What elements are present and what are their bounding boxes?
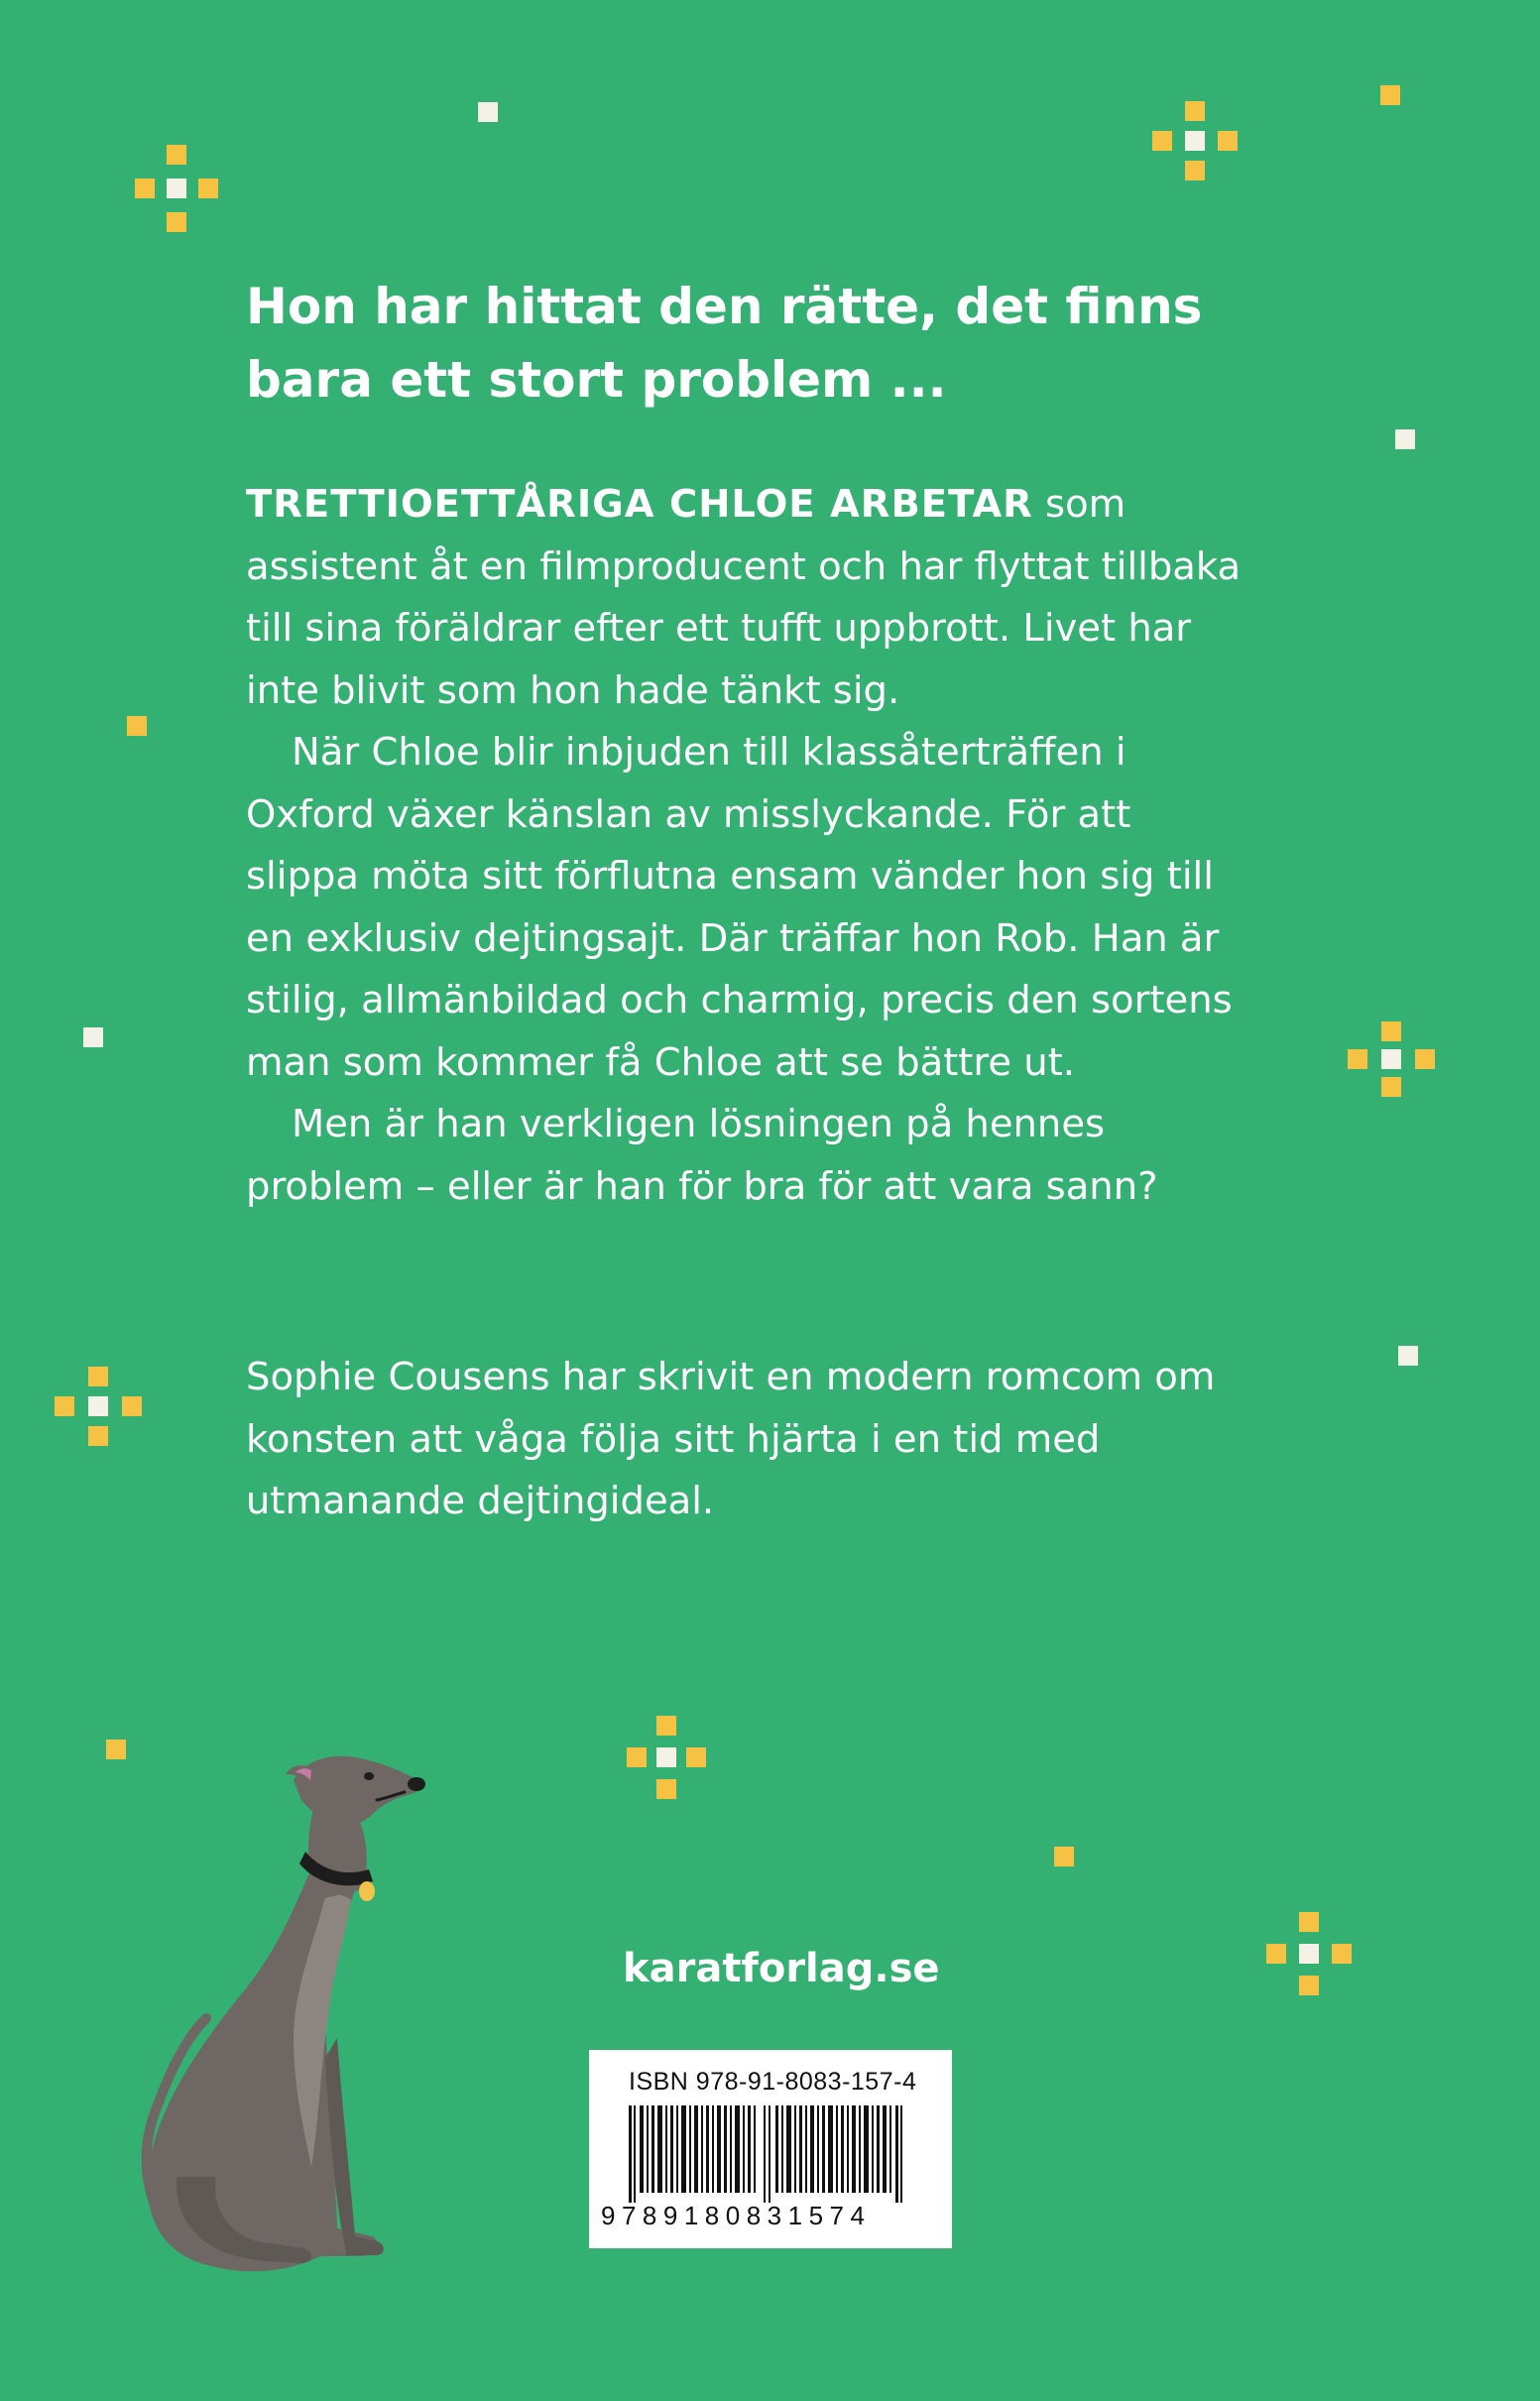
paragraph-2: När Chloe blir inbjuden till klassåterträffen i Oxford växer känslan av misslyckande. För att slippa möta sitt förflutna ensam vänder hon sig till en exklusiv dejtingsajt. Där träffar hon Rob. Han är stilig, allmänbildad och charmig, precis den sortens man som kommer få Chloe att se bättre ut.: [246, 730, 1233, 1085]
description: [246, 474, 1247, 1218]
headline: Hon har hittat den rätte, det finns bara ett stort problem ...: [246, 278, 1203, 409]
sparkle-icon: [55, 1367, 142, 1448]
sparkle-icon: [135, 145, 218, 234]
paragraph-1-text: som assistent åt en filmproducent och har flyttat tillbaka till sina föräldrar efter ett tufft uppbrott. Livet har inte blivit som hon hade tänkt sig.: [246, 482, 1242, 713]
sparkle-dot-icon: [1398, 1346, 1418, 1366]
sparkle-dot-icon: [83, 1027, 103, 1047]
sparkle-icon: [1266, 1912, 1354, 1995]
sparkle-dot-icon: [478, 102, 498, 122]
publisher-website[interactable]: karatforlag.se: [623, 1946, 940, 1991]
sparkle-dot-icon: [1395, 429, 1415, 449]
barcode: [589, 2050, 952, 2248]
sparkle-icon: [1152, 101, 1238, 184]
sparkle-dot-icon: [1380, 85, 1400, 105]
sparkle-dot-icon: [127, 716, 147, 736]
sparkle-icon: [627, 1716, 706, 1799]
paragraph-lead: TRETTIOETTÅRIGA CHLOE ARBETAR: [246, 482, 1033, 527]
isbn-label: ISBN 978-91-8083-157-4: [629, 2068, 917, 2096]
barcode-bars: [607, 2105, 934, 2203]
paragraph-1: [246, 474, 1247, 722]
paragraph-3: Men är han verkligen lösningen på hennes problem – eller är han för bra för att vara sann?: [246, 1102, 1158, 1209]
greyhound-dog-icon: [117, 1741, 474, 2296]
sparkle-dot-icon: [1054, 1847, 1074, 1866]
sparkle-icon: [1348, 1021, 1435, 1101]
barcode-digits: 9789180831574: [601, 2201, 872, 2230]
author-blurb: Sophie Cousens har skrivit en modern romcom om konsten att våga följa sitt hjärta i en tid med utmanande dejtingideal.: [246, 1355, 1216, 1523]
